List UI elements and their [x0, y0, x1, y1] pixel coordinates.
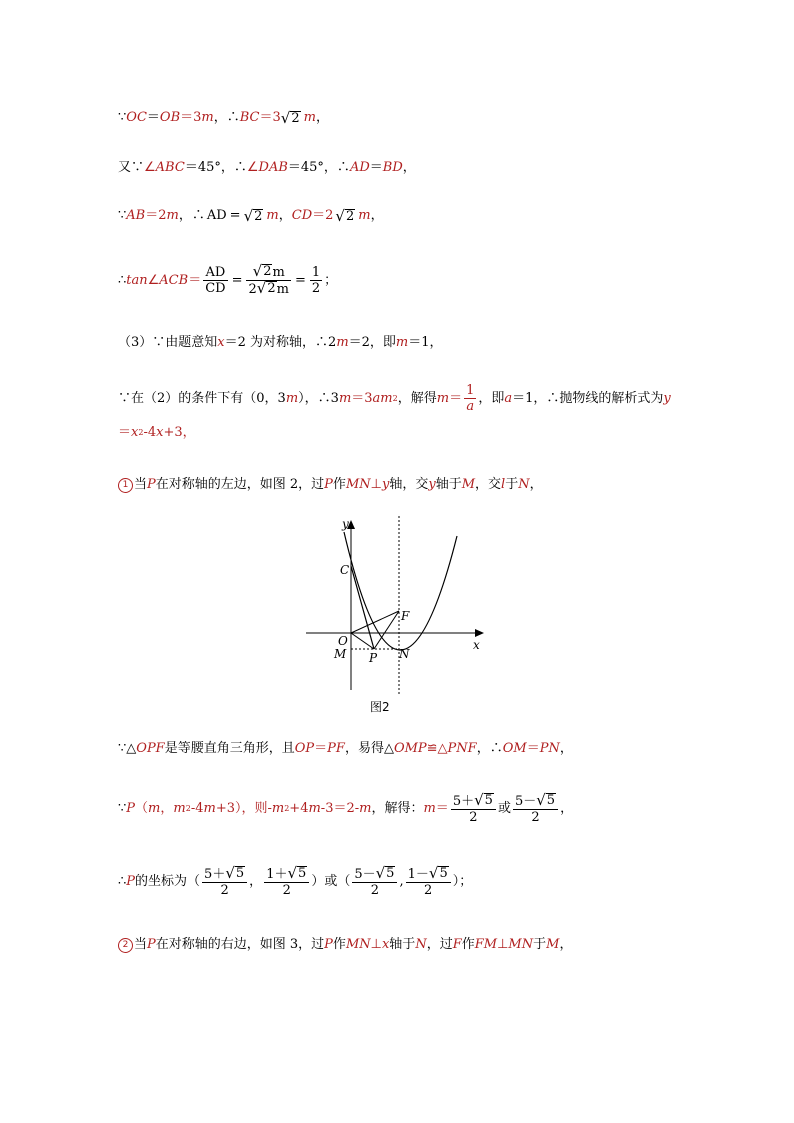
math-text: ACB: [159, 272, 189, 288]
text: 5－: [354, 867, 376, 882]
radicand: 5: [298, 866, 307, 881]
label-m: M: [334, 647, 347, 661]
numerator: 1: [466, 383, 475, 398]
text: 5－: [514, 794, 537, 809]
angle-symbol: ∠: [147, 272, 160, 288]
angle-symbol: ∠: [144, 160, 156, 175]
text: m: [276, 282, 289, 297]
math-text: P: [324, 937, 333, 952]
perp-symbol: ⊥: [497, 937, 509, 952]
text: ）或（: [311, 874, 351, 889]
text: ，交: [475, 477, 502, 492]
radicand: 5: [546, 793, 556, 808]
fraction-5-minus-root5: [513, 793, 558, 825]
fraction-5-plus-root5: [451, 793, 496, 825]
math-text: M: [461, 477, 476, 492]
text: 作: [332, 937, 346, 952]
text: m: [272, 265, 285, 280]
text: =: [294, 272, 306, 288]
text: ,: [399, 874, 404, 889]
math-text: m: [203, 801, 216, 816]
text: ，∴: [476, 741, 503, 756]
solution-line-1: [118, 110, 329, 126]
denominator: 2: [311, 281, 321, 296]
solution-line-4: [118, 264, 337, 297]
radicand: 5: [386, 866, 395, 881]
math-text: l: [501, 477, 506, 492]
fraction-one-over-a: [464, 383, 476, 414]
text: ，解得: [397, 390, 437, 406]
solution-line-6: [118, 383, 671, 414]
denominator: a: [466, 399, 475, 414]
math-text: N: [415, 937, 427, 952]
numerator: AD: [205, 265, 226, 280]
text: 作: [332, 477, 346, 492]
solution-line-10: [118, 793, 573, 825]
text: ∴: [118, 874, 127, 889]
math-text: ＝: [314, 741, 328, 756]
text: ∵: [118, 208, 127, 223]
text: 5＋: [452, 794, 475, 809]
math-text: BD: [382, 160, 403, 175]
sqrt-expression: √ 5: [474, 791, 493, 809]
text: 1－: [407, 867, 429, 882]
solution-line-11: [118, 866, 472, 898]
radicand: 2: [254, 208, 263, 224]
math-text: PN: [539, 741, 560, 756]
math-text: OB: [159, 110, 181, 125]
numerator: [451, 793, 496, 809]
sqrt-expression: √ 2: [256, 279, 276, 297]
math-text: OMP: [393, 741, 427, 756]
text: ，即: [478, 390, 505, 406]
sqrt-expression: √ 5: [375, 864, 395, 882]
math-text: BC: [239, 110, 260, 125]
math-text: N: [518, 477, 530, 492]
math-text: P: [147, 937, 156, 952]
label-o: O: [338, 634, 348, 648]
math-text: m: [436, 390, 450, 406]
text: 轴，交: [389, 477, 429, 492]
math-text: M: [546, 937, 560, 952]
text: ＝45°，∴: [287, 160, 350, 175]
denominator: 2: [220, 883, 229, 898]
math-text: a: [504, 390, 513, 406]
denominator: 2: [282, 883, 291, 898]
text: ）；: [452, 874, 473, 889]
circled-number: 2: [118, 938, 133, 953]
math-text: MN: [345, 937, 371, 952]
sqrt-expression: √ 2: [252, 262, 272, 280]
fraction-one-half: [310, 265, 322, 296]
math-text: OP: [294, 741, 315, 756]
math-text: x: [156, 425, 164, 440]
text: ，∴: [213, 110, 240, 125]
exponent: 2: [185, 804, 191, 813]
text: ，: [559, 741, 573, 756]
text: ＝: [146, 110, 160, 125]
text: =: [231, 272, 243, 288]
math-text: MN: [508, 937, 534, 952]
math-text: ＝3: [351, 390, 373, 406]
fraction-coord-2: [264, 866, 309, 898]
math-text: y: [663, 390, 671, 406]
text: 的坐标为（: [135, 874, 201, 889]
text: ＝45°，∴: [184, 160, 247, 175]
text: ，易得△: [344, 741, 394, 756]
solution-line-9: [118, 741, 573, 757]
math-text: P: [324, 477, 333, 492]
math-text: ，: [160, 801, 174, 816]
math-text: m: [271, 801, 285, 816]
math-text: ≌△: [426, 741, 448, 756]
math-text: m: [358, 208, 371, 223]
math-text: m: [173, 801, 186, 816]
math-text: ＝: [449, 390, 463, 406]
text: =: [229, 208, 241, 223]
math-text: -3＝2-: [320, 801, 360, 816]
exponent: 2: [392, 393, 398, 403]
label-n: N: [399, 647, 410, 661]
math-text: ＝3: [180, 110, 202, 125]
numerator: [202, 866, 247, 882]
math-text: +3），则-: [215, 801, 272, 816]
text: ∵: [118, 801, 127, 816]
circled-number: 1: [118, 478, 133, 493]
denominator: 2: [424, 883, 433, 898]
fraction-sqrt: [246, 264, 290, 297]
text: 作: [461, 937, 475, 952]
text: 于: [505, 477, 519, 492]
denominator: 2: [531, 810, 540, 825]
x-axis-arrow-icon: [475, 629, 484, 637]
text: ＝1，: [408, 335, 443, 350]
solution-line-12: [118, 937, 572, 953]
math-text: P: [126, 801, 136, 816]
solution-line-7: [118, 425, 196, 441]
label-x: x: [473, 638, 480, 652]
text: ，∴: [178, 208, 205, 223]
math-text: +4: [289, 801, 309, 816]
radicand: 2: [267, 281, 276, 296]
perp-symbol: ⊥: [370, 937, 382, 952]
math-text: -4: [143, 425, 157, 440]
math-text: am: [372, 390, 393, 406]
text: ∵: [118, 110, 127, 125]
math-text: m: [148, 801, 161, 816]
fraction-ad-cd: [203, 265, 227, 296]
math-text: FM: [474, 937, 498, 952]
denominator: 2: [370, 883, 380, 898]
math-text: ＝: [188, 272, 202, 288]
numerator: 1: [311, 265, 321, 280]
figure-caption: 图2: [370, 700, 390, 714]
math-text: AD: [206, 208, 227, 223]
text: ＝2，即: [348, 335, 396, 350]
parabola-curve: [344, 532, 457, 650]
math-text: OM: [502, 741, 527, 756]
math-text: m: [338, 390, 352, 406]
perp-symbol: ⊥: [370, 477, 382, 492]
radicand: 2: [345, 208, 355, 224]
math-text: ＝3: [259, 110, 281, 125]
text: 在对称轴的右边，如图 3，过: [155, 937, 325, 952]
text: 轴于: [389, 937, 416, 952]
label-p: P: [369, 651, 378, 665]
text: ，: [402, 160, 416, 175]
denominator: CD: [205, 281, 226, 296]
math-text: DAB: [258, 160, 288, 175]
numerator: [264, 866, 309, 882]
text: 于: [533, 937, 547, 952]
exponent: 2: [138, 428, 144, 437]
math-text: P: [147, 477, 156, 492]
math-text: ＝: [435, 801, 449, 816]
text: 1＋: [266, 867, 288, 882]
fraction-coord-3: [352, 866, 397, 898]
sqrt-expression: √ 5: [536, 791, 556, 809]
math-text: ＝2: [145, 208, 167, 223]
math-text: PNF: [447, 741, 477, 756]
fraction-coord-4: [406, 866, 451, 898]
text: ，过: [426, 937, 453, 952]
sqrt-expression: √ 5: [287, 864, 307, 882]
math-text: m: [285, 390, 299, 406]
text: ，: [559, 937, 573, 952]
math-text: F: [452, 937, 462, 952]
math-text: ＝: [118, 425, 132, 440]
sqrt-expression: √ 2: [243, 206, 263, 225]
sqrt-expression: √ 2: [280, 108, 300, 127]
text: ，: [370, 208, 384, 223]
math-text: m: [423, 801, 436, 816]
radicand: 5: [235, 866, 245, 881]
radicand: 5: [484, 793, 493, 808]
math-text: x: [131, 425, 139, 440]
math-text: AB: [126, 208, 146, 223]
angle-symbol: ∠: [246, 160, 259, 175]
radicand: 5: [439, 866, 448, 881]
label-f: F: [401, 609, 410, 623]
solution-line-2: [118, 160, 416, 176]
fraction-coord-1: [202, 866, 247, 898]
text: ＝: [369, 160, 383, 175]
text: 在对称轴的左边，如图 2，过: [155, 477, 325, 492]
text: ，: [278, 208, 292, 223]
math-text: m: [201, 110, 214, 125]
label-c: C: [340, 563, 350, 577]
text: 2: [248, 282, 257, 297]
math-text: OPF: [136, 741, 165, 756]
exponent: 2: [284, 804, 290, 813]
math-text: m: [308, 801, 321, 816]
text: 或: [497, 801, 511, 816]
figure-2-diagram: [300, 512, 490, 697]
text: ∵在（2）的条件下有（0，3: [118, 390, 286, 406]
text: ，: [529, 477, 543, 492]
numerator: [251, 264, 287, 280]
math-text: OC: [126, 110, 147, 125]
segment-cp: [351, 566, 374, 649]
text: ；: [324, 272, 338, 288]
text: ），∴3: [298, 390, 339, 406]
math-text: m: [303, 110, 316, 125]
numerator: [513, 793, 558, 809]
text: ，: [249, 874, 263, 889]
text: 5＋: [204, 867, 226, 882]
math-text: x: [381, 937, 390, 952]
numerator: [352, 866, 397, 882]
solution-line-5: [118, 335, 443, 351]
math-text: CD: [291, 208, 313, 223]
solution-line-3: [118, 208, 384, 224]
text: 轴于: [435, 477, 462, 492]
math-text: （: [135, 801, 149, 816]
denominator: 2: [469, 810, 478, 825]
label-y: y: [342, 517, 349, 531]
text: 当: [134, 937, 148, 952]
math-text: y: [428, 477, 436, 492]
math-text: -4: [190, 801, 204, 816]
math-text: y: [381, 477, 390, 492]
text: ∵△: [118, 741, 137, 756]
solution-line-8: [118, 477, 543, 493]
sqrt-expression: √ 2: [335, 206, 355, 225]
sqrt-expression: √ 5: [428, 864, 448, 882]
math-text: P: [126, 874, 136, 889]
radicand: 2: [263, 264, 272, 279]
math-text: ABC: [155, 160, 185, 175]
math-text: AD: [349, 160, 370, 175]
math-text: m: [336, 335, 349, 350]
text: ＝2 为对称轴，∴2: [224, 335, 337, 350]
numerator: [406, 866, 451, 882]
text: ，: [315, 110, 329, 125]
math-text: ＝2: [312, 208, 334, 223]
text: 当: [134, 477, 148, 492]
radicand: 2: [291, 110, 300, 126]
text: 是等腰直角三角形，且: [164, 741, 295, 756]
text: 又∵: [118, 160, 145, 175]
denominator: [246, 281, 290, 297]
math-text: m: [166, 208, 179, 223]
math-text: +3，: [163, 425, 196, 440]
text: ，: [560, 801, 574, 816]
text: （3）∵由题意知: [118, 335, 218, 350]
text: ＝1，∴抛物线的解析式为: [512, 390, 664, 406]
text: ，解得：: [371, 801, 424, 816]
math-text: m: [395, 335, 409, 350]
math-text: x: [217, 335, 225, 350]
math-text: MN: [345, 477, 371, 492]
math-text: m: [266, 208, 279, 223]
math-text: PF: [327, 741, 345, 756]
math-text: ＝: [526, 741, 540, 756]
text: ∴: [118, 272, 127, 288]
math-text: tan: [126, 272, 148, 288]
math-text: m: [359, 801, 372, 816]
sqrt-expression: √ 5: [225, 864, 245, 882]
